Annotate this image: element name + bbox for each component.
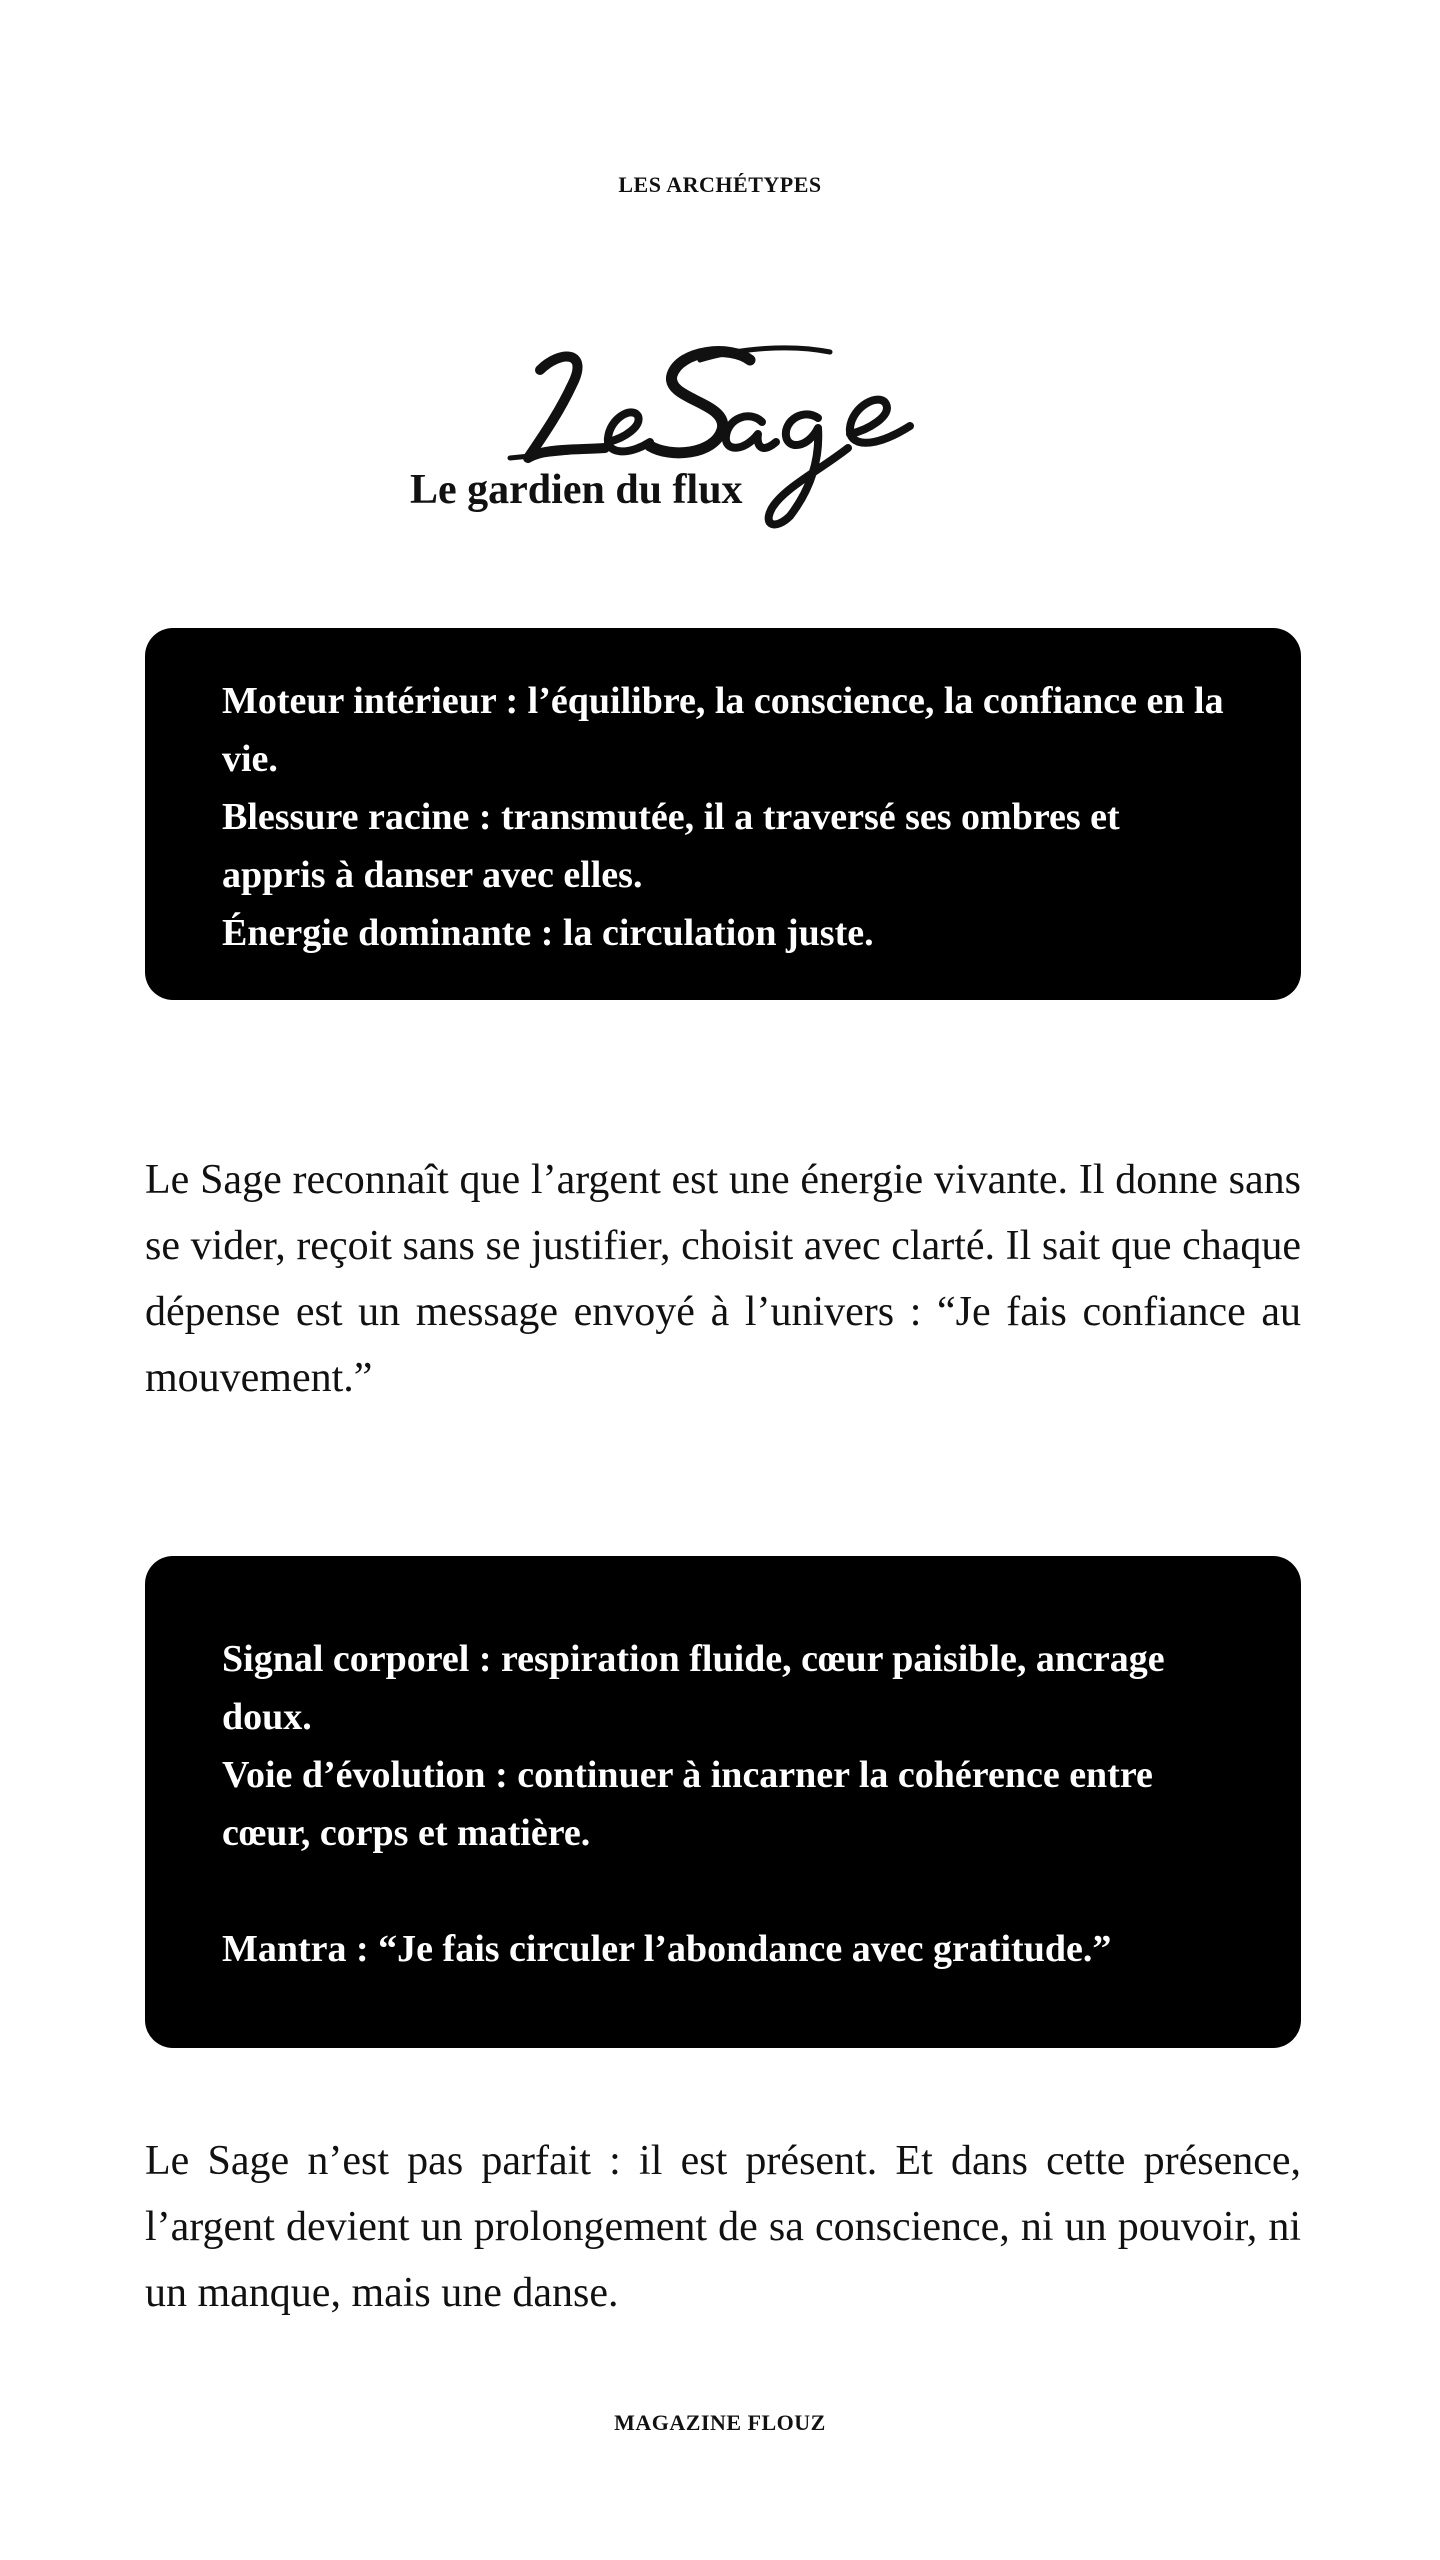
magazine-footer: MAGAZINE FLOUZ [614,2410,826,2435]
body-paragraph-intro: Le Sage reconnaît que l’argent est une énergie vivante. Il donne sans se vider, reçoit sans se justifier, choisit avec clarté. Il sait que chaque dépense est un message envoyé à l’univers : “Je fais confiance au mouvement.” [145,1157,1301,1401]
archetype-subtitle: Le gardien du flux [410,467,743,513]
body-paragraph-conclusion: Le Sage n’est pas parfait : il est présent. Et dans cette présence, l’argent devient un prolongement de sa conscience, ni un pouvoir, ni un manque, mais une danse. [145,2138,1301,2316]
trait-wound: Blessure racine : transmutée, il a traversé ses ombres et appris à danser avec elles. [222,796,1120,896]
trait-energy: Énergie dominante : la circulation juste. [222,912,874,954]
archetype-practice-card [145,1556,1301,2048]
trait-evolution-path: Voie d’évolution : continuer à incarner la cohérence entre cœur, corps et matière. [222,1754,1153,1854]
trait-body-signal: Signal corporel : respiration fluide, cœur paisible, ancrage doux. [222,1638,1165,1738]
card-spacer [222,1862,1231,1920]
mantra: Mantra : “Je fais circuler l’abondance avec gratitude.” [222,1928,1112,1970]
archetype-traits-card [145,628,1301,1000]
trait-motor: Moteur intérieur : l’équilibre, la conscience, la confiance en la vie. [222,680,1224,780]
archetype-title-block [400,330,1020,550]
section-label: LES ARCHÉTYPES [618,172,822,197]
